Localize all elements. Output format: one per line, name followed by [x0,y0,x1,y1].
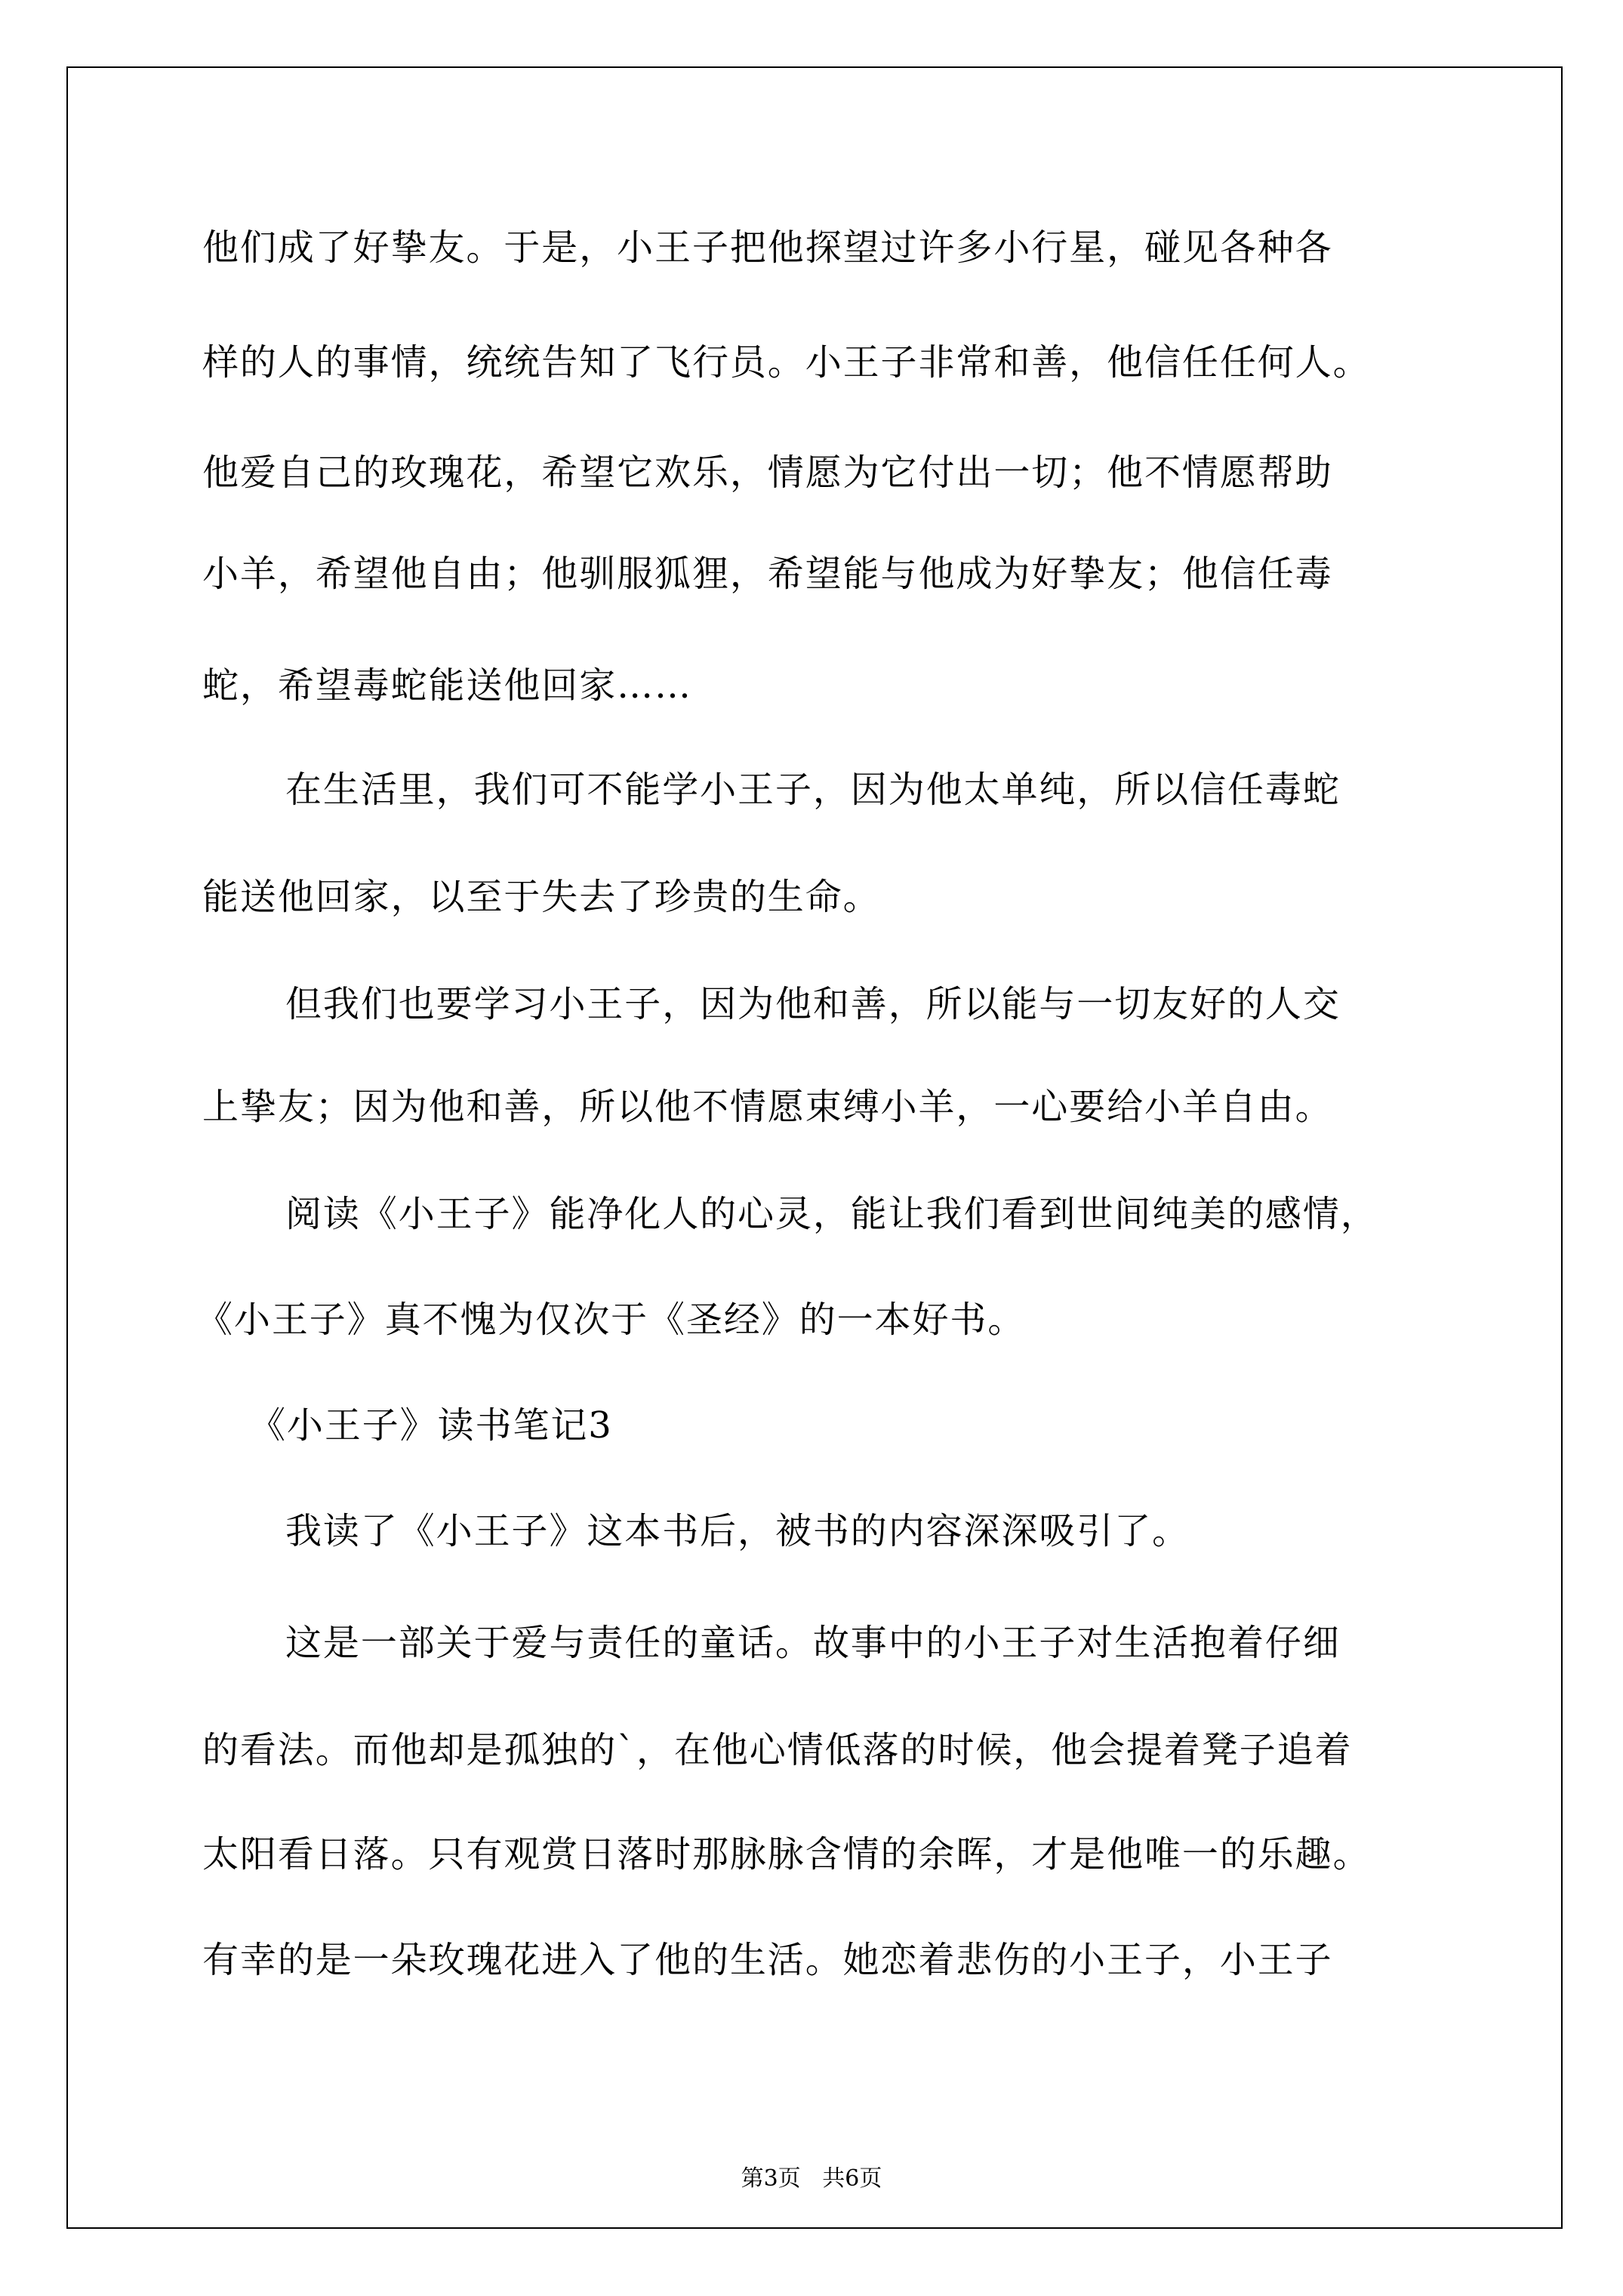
page-border [66,66,1563,2229]
text-line: 他爱自己的玫瑰花，希望它欢乐，情愿为它付出一切；他不情愿帮助 [202,451,1333,494]
text-line: 能送他回家，以至于失去了珍贵的生命。 [202,876,881,918]
text-line: 他们成了好挚友。于是，小王子把他探望过许多小行星，碰见各种各 [202,227,1333,269]
text-line: 但我们也要学习小王子，因为他和善，所以能与一切友好的人交 [285,983,1341,1025]
text-line: 《小王子》真不愧为仅次于《圣经》的一本好书。 [196,1299,1026,1341]
text-line: 的看法。而他却是孤独的`，在他心情低落的时候，他会提着凳子追着 [202,1729,1353,1771]
text-line: 样的人的事情，统统告知了飞行员。小王子非常和善，他信任任何人。 [202,341,1371,384]
text-line: 阅读《小王子》能净化人的心灵，能让我们看到世间纯美的感情， [285,1193,1378,1235]
section-heading: 《小王子》读书笔记3 [249,1404,613,1447]
text-line: 小羊，希望他自由；他驯服狐狸，希望能与他成为好挚友；他信任毒 [202,553,1333,595]
text-line: 在生活里，我们可不能学小王子，因为他太单纯，所以信任毒蛇 [285,769,1341,811]
text-line: 蛇，希望毒蛇能送他回家…… [202,664,692,707]
text-line: 我读了《小王子》这本书后，被书的内容深深吸引了。 [285,1510,1190,1552]
text-line: 有幸的是一朵玫瑰花进入了他的生活。她恋着悲伤的小王子，小王子 [202,1939,1333,1981]
page-footer: 第3页 共6页 [741,2165,882,2192]
text-line: 上挚友；因为他和善，所以他不情愿束缚小羊，一心要给小羊自由。 [202,1086,1333,1128]
text-line: 这是一部关于爱与责任的童话。故事中的小王子对生活抱着仔细 [285,1622,1341,1664]
text-line: 太阳看日落。只有观赏日落时那脉脉含情的余晖，才是他唯一的乐趣。 [202,1833,1371,1875]
